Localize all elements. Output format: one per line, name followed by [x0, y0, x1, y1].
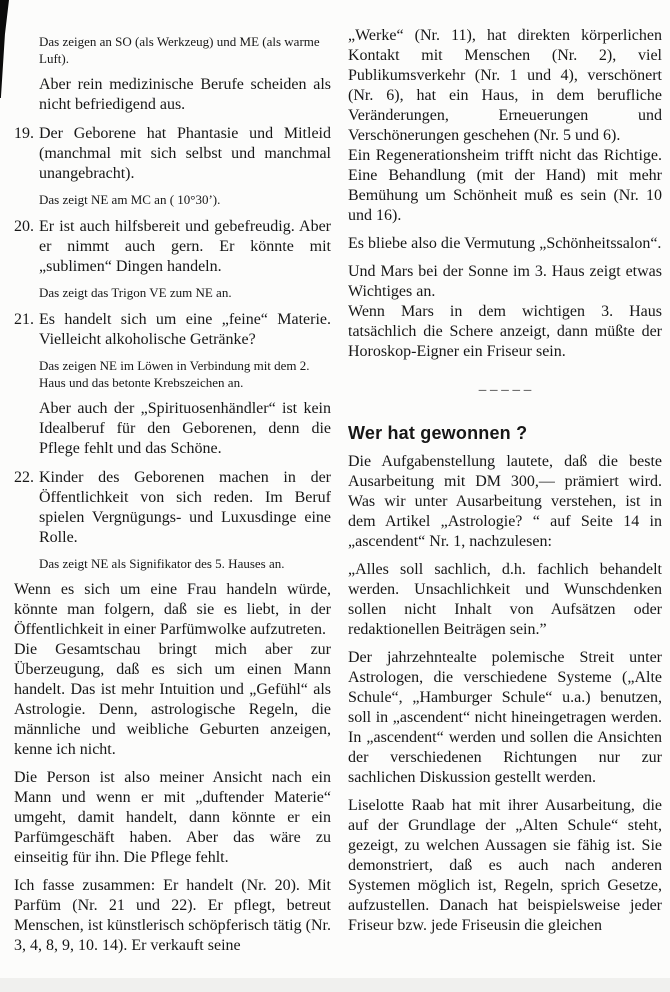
paragraph: „Werke“ (Nr. 11), hat direkten körperlichen Kontakt mit Menschen (Nr. 2), viel Publikumsverkehr (Nr. 1 und 4), verschönert (Nr. 6), hat ein Haus, in dem berufliche Veränderungen, Erneuerungen und Verschönerungen geschehen (Nr. 5 und 6). [348, 27, 662, 144]
paragraph: Ein Regenerationsheim trifft nicht das Richtige. Eine Behandlung (mit der Hand) mit mehr Bemühung um Schönheit muß es sein (Nr. 10 und 16). [348, 147, 662, 224]
item-number: 21. [14, 311, 34, 328]
divider: – – – – – [478, 382, 532, 398]
page-edge-artifact [0, 0, 9, 98]
astro-note: Das zeigt NE am MC an ( 10°30’). [39, 192, 221, 207]
paragraph: Ich fasse zusammen: Er handelt (Nr. 20). Mit Parfüm (Nr. 21 und 22). Er pflegt, betreut Menschen, ist künstlerisch schöpferisch tätig (Nr. 3, 4, 8, 9, 10. 14). Er verkauft seine [14, 877, 331, 954]
astro-note: Das zeigen an SO (als Werkzeug) und ME (als warme Luft). [39, 34, 320, 66]
paragraph: Die Person ist also meiner Ansicht nach ein Mann und wenn er mit „duftender Materie“ umgeht, damit handelt, dann könnte er ein Parfümgeschäft haben. Aber das wäre zu einseitig für ihn. Die Pflege fehlt. [14, 769, 331, 866]
numbered-item [14, 124, 331, 184]
numbered-item [14, 468, 331, 548]
right-column [348, 26, 662, 956]
section-heading: Wer hat gewonnen ? [348, 423, 528, 443]
item-text: Der Geborene hat Phantasie und Mitleid (manchmal mit sich selbst und manchmal unangebracht). [39, 125, 331, 182]
item-text: Es handelt sich um eine „feine“ Materie. Vielleicht alkoholische Getränke? [39, 311, 331, 348]
two-column-text [14, 26, 662, 956]
item-number: 19. [14, 125, 34, 142]
paragraph: Die Aufgabenstellung lautete, daß die beste Ausarbeitung mit DM 300,— prämiert wird. Was wir unter Ausarbeitung verstehen, ist in dem Artikel „Astrologie? “ auf Seite 14 in „ascendent“ Nr. 1, nachzulesen: [348, 453, 662, 550]
paragraph: Aber rein medizinische Berufe scheiden als nicht befriedigend aus. [39, 76, 331, 113]
astro-note: Das zeigt das Trigon VE zum NE an. [39, 285, 232, 300]
paragraph: Und Mars bei der Sonne im 3. Haus zeigt etwas Wichtiges an. [348, 263, 662, 300]
bottom-scan-shadow [0, 978, 670, 992]
item-number: 20. [14, 218, 34, 235]
paragraph: Liselotte Raab hat mit ihrer Ausarbeitung, die auf der Grundlage der „Alten Schule“ steht, gezeigt, zu welchen Aussagen sie fähig ist. Sie demonstriert, daß es auch nach anderen Systemen möglich ist, Regeln, sprich Gesetze, aufzustellen. Danach hat beispielsweise jeder Friseur bzw. jede Friseusin die gleichen [348, 797, 662, 934]
paragraph: Es bliebe also die Vermutung „Schönheitssalon“. [348, 235, 662, 252]
paragraph: Wenn Mars in dem wichtigen 3. Haus tatsächlich die Schere anzeigt, dann müßte der Horoskop-Eigner ein Friseur sein. [348, 303, 662, 360]
astro-note: Das zeigt NE als Signifikator des 5. Hauses an. [39, 556, 285, 571]
item-text: Er ist auch hilfsbereit und gebefreudig. Aber er nimmt auch gern. Er könnte mit „sublimen“ Dingen handeln. [39, 218, 331, 275]
numbered-item [14, 310, 331, 350]
paragraph: „Alles soll sachlich, d.h. fachlich behandelt werden. Unsachlichkeit und Wunschdenken sollen nicht Inhalt von Aufsätzen oder redaktionellen Beiträgen sein.” [348, 561, 662, 638]
item-text: Kinder des Geborenen machen in der Öffentlichkeit von sich reden. Im Beruf spielen Vergnügungs- und Luxusdinge eine Rolle. [39, 469, 331, 546]
paragraph: Wenn es sich um eine Frau handeln würde, könnte man folgern, daß sie es liebt, in der Öffentlichkeit in einer Parfümwolke aufzutreten. [14, 581, 331, 638]
numbered-item [14, 217, 331, 277]
paragraph: Der jahrzehntealte polemische Streit unter Astrologen, die verschiedene Systeme („Alte Schule“, „Hamburger Schule“ u.a.) benutzen, soll in „ascendent“ nicht hineingetragen werden. In „ascendent“ werden und sollen die Ansichten der verschiedenen Richtungen nur zur sachlichen Diskussion gestellt werden. [348, 649, 662, 786]
item-number: 22. [14, 469, 34, 486]
paragraph: Aber auch der „Spirituosenhändler“ ist kein Idealberuf für den Geborenen, denn die Pflege fehlt und das Schöne. [39, 400, 331, 457]
astro-note: Das zeigen NE im Löwen in Verbindung mit dem 2. Haus und das betonte Krebszeichen an. [39, 358, 310, 390]
paragraph: Die Gesamtschau bringt mich aber zur Überzeugung, daß es sich um einen Mann handelt. Das ist mehr Intuition und „Gefühl“ als Astrologie. Denn, astrologische Regeln, die männliche und weibliche Geburten anzeigen, kenne ich nicht. [14, 641, 331, 758]
left-column [14, 26, 331, 956]
